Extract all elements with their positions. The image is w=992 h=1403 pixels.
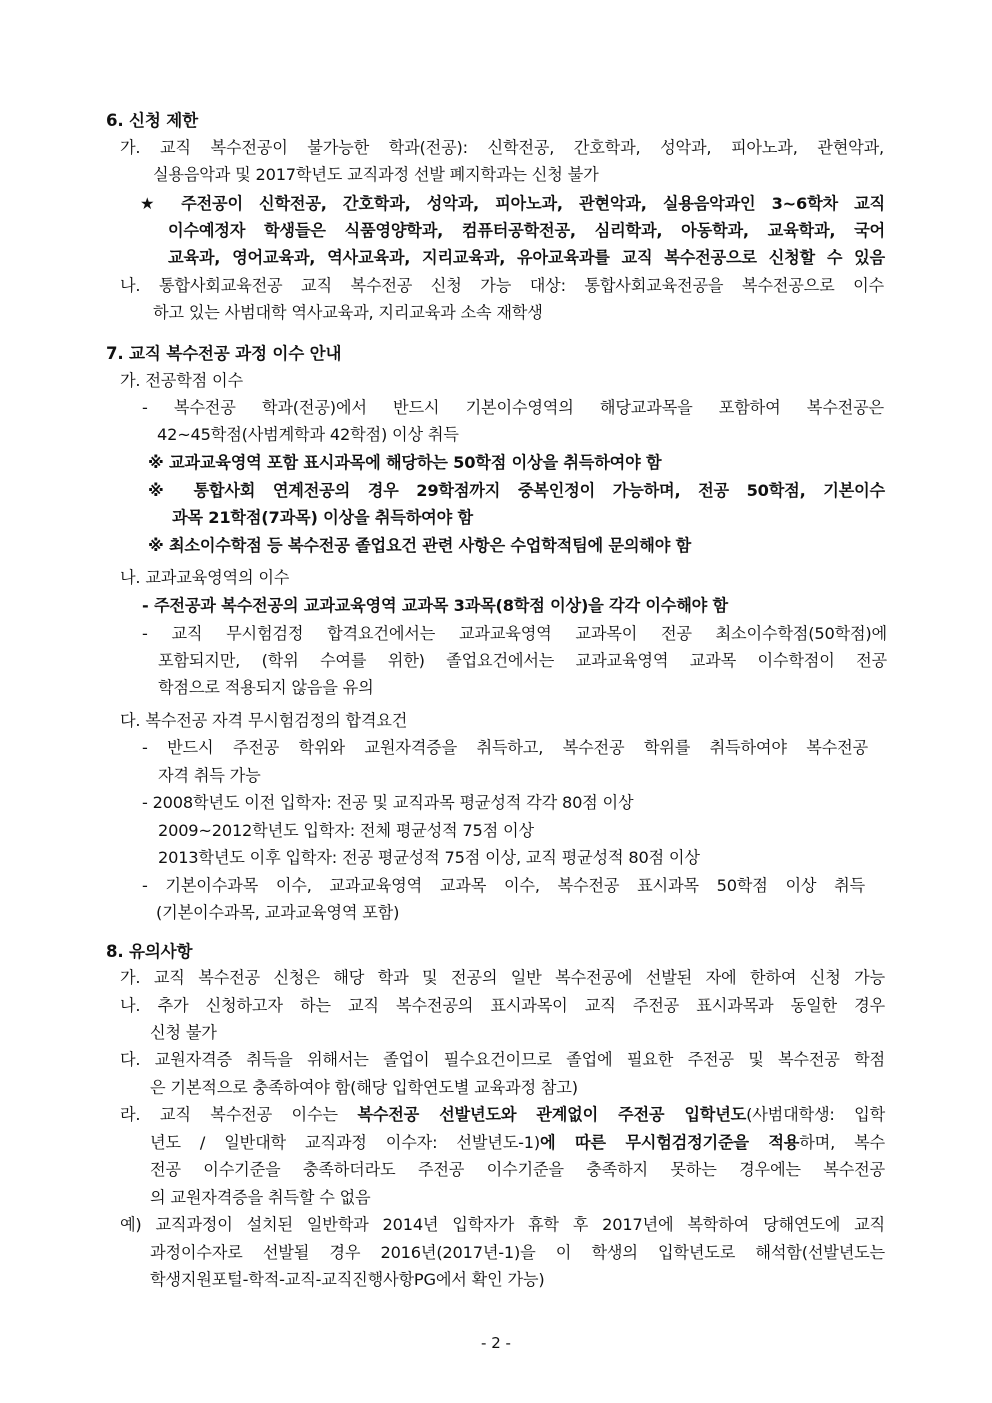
sec8-item-ra-line2 <box>150 1133 885 1153</box>
sec7-da-detail-1-line1: - 반드시 주전공 학위와 교원자격증을 취득하고, 복수전공 학위를 취득하여야 복수전공 <box>142 738 868 757</box>
section-7-heading: 7. 교직 복수전공 과정 이수 안내 <box>106 344 342 363</box>
sec6-star-note-line2: 이수예정자 학생들은 식품영양학과, 컴퓨터공학전공, 심리학과, 아동학과, 교육학과, 국어 <box>168 221 885 240</box>
sec8-ra-line1-text-b: (사범대학생: 입학 <box>746 1105 886 1124</box>
sec7-da-detail-2-line1: - 2008학년도 이전 입학자: 전공 및 교직과목 평균성적 각각 80점 이상 <box>142 793 634 812</box>
sec8-ra-line2-text-a: 년도 / 일반대학 교직과정 이수자: 선발년도-1) <box>150 1133 540 1152</box>
sec8-item-ra-line1 <box>120 1105 885 1125</box>
sec7-da-detail-3-line2: (기본이수과목, 교과교육영역 포함) <box>156 903 400 922</box>
sec7-na-detail-2-line1: - 교직 무시험검정 합격요건에서는 교과교육영역 교과목이 전공 최소이수학점(50학점)에 <box>142 624 887 643</box>
sec7-item-da: 다. 복수전공 자격 무시험검정의 합격요건 <box>120 711 408 730</box>
page-number: - 2 - <box>481 1334 511 1352</box>
sec7-note-1: ※ 교과교육영역 포함 표시과목에 해당하는 50학점 이상을 취득하여야 함 <box>148 453 662 472</box>
sec8-ra-line1-bold: 복수전공 선발년도와 관계없이 주전공 입학년도 <box>357 1105 747 1124</box>
sec6-item-na-line2: 하고 있는 사범대학 역사교육과, 지리교육과 소속 재학생 <box>153 303 543 322</box>
sec7-note-3: ※ 최소이수학점 등 복수전공 졸업요건 관련 사항은 수업학적팀에 문의해야 함 <box>148 536 692 555</box>
sec7-na-detail-2-line2: 포함되지만, (학위 수여를 위한) 졸업요건에서는 교과교육영역 교과목 이수학점이 전공 <box>158 651 887 670</box>
sec8-item-da-line2: 은 기본적으로 충족하여야 함(해당 입학연도별 교육과정 참고) <box>150 1078 578 1097</box>
sec7-ga-detail-line2: 42~45학점(사범계학과 42학점) 이상 취득 <box>157 425 459 444</box>
sec8-ra-line2-bold: 에 따른 무시험검정기준을 적용 <box>539 1133 800 1152</box>
section-6-heading: 6. 신청 제한 <box>106 111 198 130</box>
sec8-example-line1: 예) 교직과정이 설치된 일반학과 2014년 입학자가 휴학 후 2017년에 복학하여 당해연도에 교직 <box>120 1215 885 1234</box>
sec7-na-detail-2-line3: 학점으로 적용되지 않음을 유의 <box>158 678 374 697</box>
sec7-item-na: 나. 교과교육영역의 이수 <box>120 568 290 587</box>
sec8-item-na-line1: 나. 추가 신청하고자 하는 교직 복수전공의 표시과목이 교직 주전공 표시과목과 동일한 경우 <box>120 996 885 1015</box>
sec6-item-na-line1: 나. 통합사회교육전공 교직 복수전공 신청 가능 대상: 통합사회교육전공을 복수전공으로 이수 <box>120 276 884 295</box>
sec7-note-2-line1: ※ 통합사회 연계전공의 경우 29학점까지 중복인정이 가능하며, 전공 50학점, 기본이수 <box>148 481 885 500</box>
sec8-ra-line1-text-a: 라. 교직 복수전공 이수는 <box>120 1105 358 1124</box>
sec8-item-ga: 가. 교직 복수전공 신청은 해당 학과 및 전공의 일반 복수전공에 선발된 자에 한하여 신청 가능 <box>120 968 885 987</box>
sec7-item-ga: 가. 전공학점 이수 <box>120 371 243 390</box>
sec7-na-detail-1: - 주전공과 복수전공의 교과교육영역 교과목 3과목(8학점 이상)을 각각 이수해야 함 <box>142 596 728 615</box>
sec7-note-2-line2: 과목 21학점(7과목) 이상을 취득하여야 함 <box>172 508 473 527</box>
sec7-da-detail-3-line1: - 기본이수과목 이수, 교과교육영역 교과목 이수, 복수전공 표시과목 50학점 이상 취득 <box>142 876 865 895</box>
sec6-item-ga-line1: 가. 교직 복수전공이 불가능한 학과(전공): 신학전공, 간호학과, 성악과, 피아노과, 관현악과, <box>120 138 884 157</box>
sec8-item-na-line2: 신청 불가 <box>150 1023 217 1042</box>
section-8-heading: 8. 유의사항 <box>106 942 193 961</box>
sec7-da-detail-2-line2: 2009~2012학년도 입학자: 전체 평균성적 75점 이상 <box>158 821 534 840</box>
sec6-item-ga-line2: 실용음악과 및 2017학년도 교직과정 선발 폐지학과는 신청 불가 <box>153 165 599 184</box>
sec8-item-ra-line3: 전공 이수기준을 충족하더라도 주전공 이수기준을 충족하지 못하는 경우에는 복수전공 <box>150 1160 885 1179</box>
sec6-star-note-line1: ★ 주전공이 신학전공, 간호학과, 성악과, 피아노과, 관현악과, 실용음악과인 3~6학차 교직 <box>140 194 885 213</box>
sec8-example-line2: 과정이수자로 선발될 경우 2016년(2017년-1)을 이 학생의 입학년도로 해석함(선발년도는 <box>150 1243 885 1262</box>
sec8-item-da-line1: 다. 교원자격증 취득을 위해서는 졸업이 필수요건이므로 졸업에 필요한 주전공 및 복수전공 학점 <box>120 1050 885 1069</box>
sec7-ga-detail-line1: - 복수전공 학과(전공)에서 반드시 기본이수영역의 해당교과목을 포함하여 복수전공은 <box>142 398 884 417</box>
sec8-example-line3: 학생지원포털-학적-교직-교직진행사항PG에서 확인 가능) <box>150 1270 545 1289</box>
sec7-da-detail-2-line3: 2013학년도 이후 입학자: 전공 평균성적 75점 이상, 교직 평균성적 80점 이상 <box>158 848 700 867</box>
sec7-da-detail-1-line2: 자격 취득 가능 <box>158 766 261 785</box>
sec8-item-ra-line4: 의 교원자격증을 취득할 수 없음 <box>150 1188 371 1207</box>
sec6-star-note-line3: 교육과, 영어교육과, 역사교육과, 지리교육과, 유아교육과를 교직 복수전공으로 신청할 수 있음 <box>168 248 885 267</box>
sec8-ra-line2-text-b: 하며, 복수 <box>799 1133 885 1152</box>
